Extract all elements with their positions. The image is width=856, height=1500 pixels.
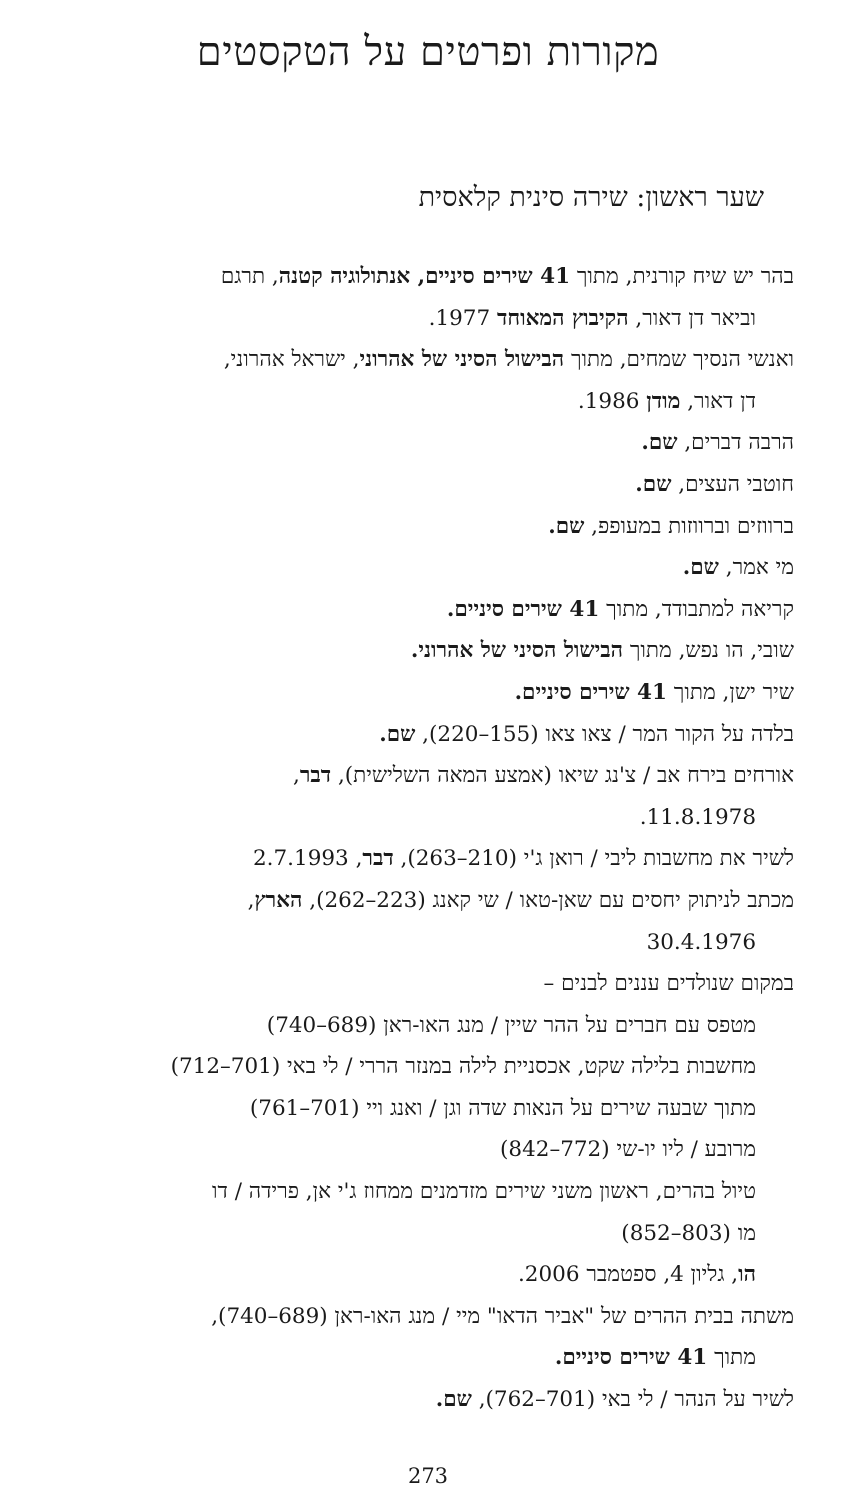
entry-text: מתוך — [707, 1345, 756, 1371]
entry-text: טיול בהרים, ראשון משני שירים מזדמנים ממחוז ג'י אן, פרידה / דו — [212, 1179, 756, 1205]
source-entry — [72, 755, 794, 838]
entry-text: , גליון 4, ספטמבר 2006. — [517, 1262, 739, 1288]
entry-text: הרבה דברים, — [677, 430, 794, 456]
sub-source-entry — [72, 1171, 794, 1254]
entry-line — [72, 589, 794, 631]
sub-source-entry — [72, 1088, 794, 1130]
bold-source-title: הבישול הסיני של אהרוני — [359, 347, 565, 373]
entry-text: מתוך שבעה שירים על הנאות שדה וגן / ואנג ויי (701–761) — [249, 1095, 756, 1121]
entry-text: מי אמר, — [718, 555, 794, 581]
entry-line — [72, 1171, 756, 1213]
entry-line — [72, 256, 794, 298]
page-number: 273 — [407, 1464, 449, 1488]
entry-text: שובי, הו נפש, מתוך — [623, 638, 794, 664]
entry-text: , תרגם — [220, 264, 279, 289]
bold-source-title: דבר — [362, 846, 394, 872]
entry-line — [72, 547, 794, 589]
entry-text: , ישראל אהרוני, — [223, 347, 360, 373]
bold-source-title: 41 שירים סיניים. — [514, 679, 667, 705]
bold-source-title: שם. — [682, 555, 719, 581]
entry-text: בהר יש שיח קורנית, מתוך — [570, 264, 794, 289]
entry-text: לשיר את מחשבות ליבי / רואן ג'י (210–263), — [393, 846, 794, 872]
entry-line — [72, 1005, 756, 1047]
entry-text: 11.8.1978. — [639, 804, 756, 830]
source-entries-list — [72, 256, 794, 1421]
entry-text: , 2.7.1993 — [252, 846, 363, 872]
entry-text: משתה בבית ההרים של "אביר הדאו" מיי / מנג האו-ראן (689–740), — [211, 1303, 794, 1329]
sub-source-entry — [72, 1046, 794, 1088]
entry-text: דן דאור, — [680, 388, 756, 414]
bold-source-title: 41 שירים סיניים. — [554, 1345, 708, 1371]
bold-source-title: הארץ — [254, 887, 303, 913]
entry-text: 30.4.1976 — [646, 929, 756, 955]
entry-text: שיר ישן, מתוך — [666, 679, 794, 705]
source-entry — [72, 422, 794, 464]
entry-text: 1977. — [428, 305, 498, 331]
entry-text: ברווזים וברווזות במעופפ, — [584, 513, 794, 539]
source-entry — [72, 672, 794, 714]
source-entry — [72, 464, 794, 506]
entry-line — [72, 1379, 794, 1421]
entry-text: מכתב לניתוק יחסים עם שאן-טאו / שי קאנג (223–262), — [302, 887, 794, 913]
source-entry — [72, 256, 794, 339]
entry-line — [72, 672, 794, 714]
bold-source-title: שם. — [548, 513, 585, 539]
entry-text: אורחים בירח אב / צ'נג שיאו (אמצע המאה השלישית), — [331, 763, 794, 789]
entry-line — [72, 963, 794, 1005]
entry-line — [72, 1046, 756, 1088]
entry-line — [72, 506, 794, 548]
bold-source-title: מודן — [646, 388, 681, 414]
entry-line — [72, 880, 794, 922]
entry-continuation-line — [72, 298, 794, 340]
entry-line — [72, 1088, 756, 1130]
entry-text: לשיר על הנהר / לי באי (701–762), — [471, 1387, 794, 1413]
entry-text: במקום שנולדים עננים לבנים – — [543, 971, 794, 997]
entry-line — [72, 1129, 756, 1171]
entry-text: מטפס עם חברים על ההר שיין / מנג האו-ראן (689–740) — [266, 1012, 756, 1038]
entry-text: בלדה על הקור המר / צאו צאו (155–220), — [415, 721, 794, 747]
entry-continuation-line — [72, 922, 794, 964]
entry-line — [72, 755, 794, 797]
entry-text: מרובע / ליו יו-שי (772–842) — [500, 1137, 756, 1163]
entry-text: מו (803–852) — [621, 1220, 756, 1246]
source-entry — [72, 963, 794, 1005]
entry-line — [72, 339, 794, 381]
entry-text: וביאר דן דאור, — [628, 305, 756, 331]
source-entry — [72, 547, 794, 589]
source-entry — [72, 589, 794, 631]
bold-source-title: שם. — [435, 1387, 472, 1413]
bold-source-title: שם. — [641, 430, 678, 456]
bold-source-title: הו — [738, 1262, 756, 1288]
source-entry — [72, 630, 794, 672]
entry-line — [72, 422, 794, 464]
source-entry — [72, 838, 794, 880]
entry-continuation-line — [72, 1213, 756, 1255]
source-entry — [72, 339, 794, 422]
entry-line — [72, 714, 794, 756]
entry-line — [72, 630, 794, 672]
page-title: מקורות ופרטים על הטקסטים — [196, 29, 660, 75]
entry-line — [72, 464, 794, 506]
entry-continuation-line — [72, 381, 794, 423]
entry-line — [72, 1254, 756, 1296]
source-entry — [72, 506, 794, 548]
sub-source-entry — [72, 1129, 794, 1171]
entry-continuation-line — [72, 1337, 794, 1379]
entry-line — [72, 1296, 794, 1338]
bold-source-title: הבישול הסיני של אהרוני. — [410, 638, 623, 664]
entry-text: , — [293, 763, 300, 789]
source-entry — [72, 714, 794, 756]
source-entry — [72, 1379, 794, 1421]
entry-text: קריאה למתבודד, מתוך — [599, 596, 794, 622]
entry-text: מחשבות בלילה שקט, אכסניית לילה במנזר הררי / לי באי (701–712) — [170, 1054, 756, 1080]
source-entry — [72, 1296, 794, 1379]
bold-source-title: דבר — [299, 763, 332, 789]
entry-continuation-line — [72, 797, 794, 839]
entry-text: , — [247, 887, 255, 913]
bold-source-title: 41 שירים סיניים. — [446, 596, 600, 622]
bold-source-title: שם. — [635, 471, 672, 497]
bold-source-title: שם. — [379, 721, 416, 747]
sub-source-entry — [72, 1254, 794, 1296]
section-heading: שער ראשון: שירה סינית קלאסית — [418, 182, 764, 213]
bold-source-title: 41 שירים סיניים, אנתולוגיה קטנה — [278, 264, 571, 289]
bold-source-title: הקיבוץ המאוחד — [497, 305, 629, 331]
entry-text: חוטבי העצים, — [671, 471, 794, 497]
entry-text: 1986. — [577, 388, 647, 414]
entry-text: ואנשי הנסיך שמחים, מתוך — [564, 347, 794, 373]
sub-source-entry — [72, 1005, 794, 1047]
source-entry — [72, 880, 794, 963]
entry-line — [72, 838, 794, 880]
